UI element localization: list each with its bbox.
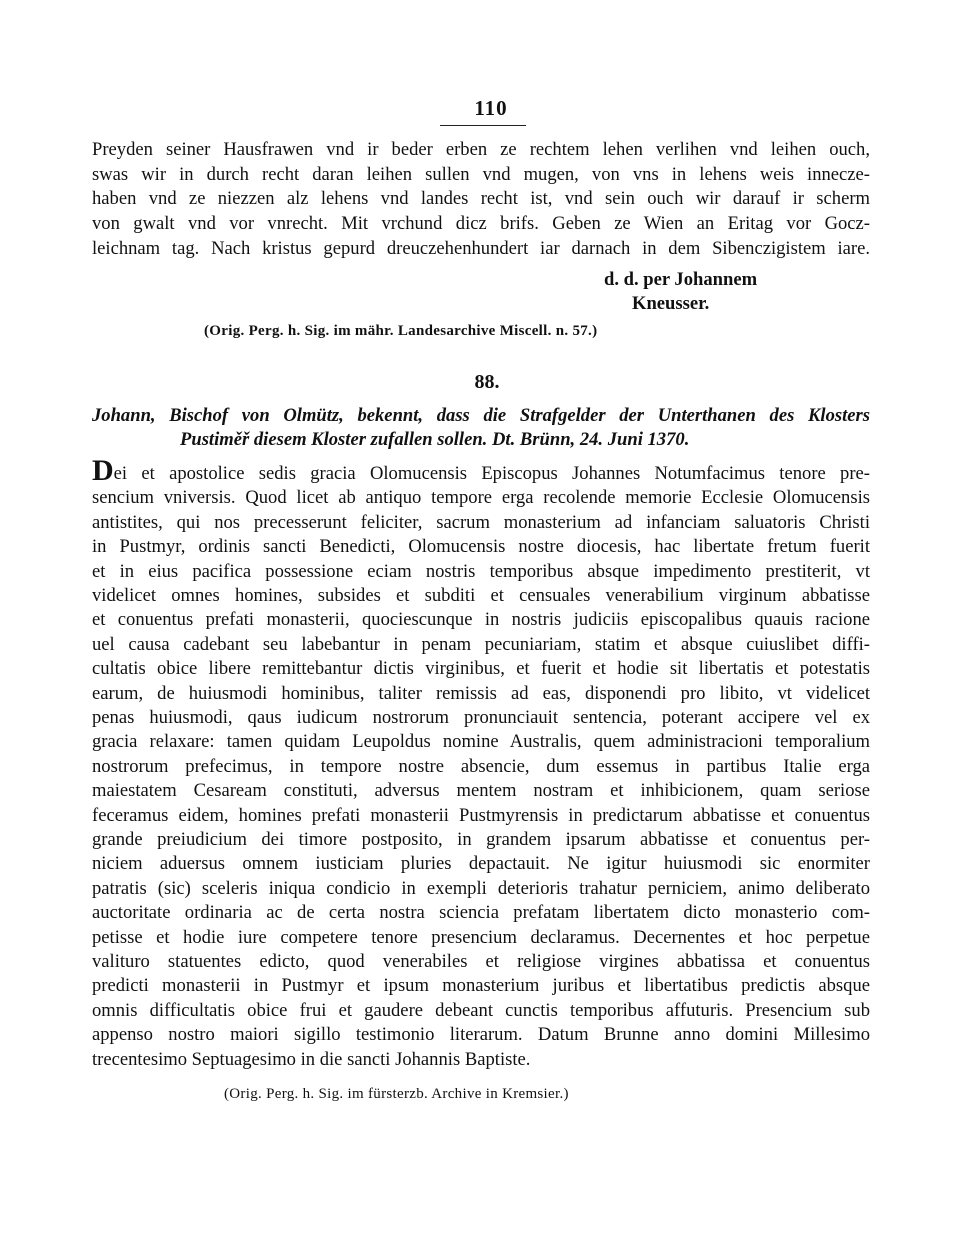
text-line: von gwalt vnd vor vnrecht. Mit vrchund dicz brifs. Geben ze Wien an Eritag vor Gocz-: [92, 213, 870, 235]
text-line: haben vnd ze niezzen alz lehens vnd landes recht ist, vnd sein ouch wir darauf ir scherm: [92, 188, 870, 210]
signature-name: Kneusser.: [632, 293, 710, 315]
text-line: [92, 453, 870, 487]
page-number-rule: [440, 125, 526, 126]
source-note: (Orig. Perg. h. Sig. im fürsterzb. Archive in Kremsier.): [224, 1086, 569, 1103]
text-line: petisse et hodie iure competere tenore presencium declaramus. Decernentes et hoc perpetue: [92, 926, 870, 948]
text-line: Preyden seiner Hausfrawen vnd ir beder erben ze rechtem lehen verlihen vnd leihen ouch,: [92, 139, 870, 160]
text-line: auctoritate ordinaria ac de certa nostra sciencia prefatam libertatem dicto monasterio com-: [92, 902, 870, 924]
document-page: [92, 96, 870, 1104]
text-line: maiestatem Cesaream constituti, adversus mentem nostram et inhibicionem, quam seriose: [92, 780, 870, 802]
text-line: trecentesimo Septuagesimo in die sancti Johannis Baptiste.: [92, 1048, 531, 1070]
text-line: leichnam tag. Nach kristus gepurd dreuczehenhundert iar darnach in dem Sibenczigistem iare.: [92, 237, 870, 259]
text-line: cultatis obice libere remittebantur dictis virginibus, et fuerit et hodie sit libertatis et potestatis: [92, 658, 870, 680]
text-line: antistites, qui nos precesserunt feliciter, sacrum monasterium ad infanciam saluatoris Christi: [92, 511, 870, 533]
text-line: patratis (sic) sceleris iniqua condicio in exempli deterioris trahatur perniciem, animo deliberato: [92, 877, 870, 899]
text-line: penas huiusmodi, qaus iudicum nostrorum pronunciauit sentencia, poterant accipere vel ex: [92, 706, 870, 728]
signature-line: d. d. per Johannem: [604, 268, 758, 290]
regest-line: Johann, Bischof von Olmütz, bekennt, dass die Strafgelder der Unterthanen des Klosters: [92, 404, 870, 426]
text-line: niciem aduersus omnem iusticiam pluries depactauit. Ne igitur huiusmodi sic enormiter: [92, 853, 870, 875]
signature-block: [92, 268, 870, 317]
text-line: appenso nostro maiori sigillo testimonio literarum. Datum Brunne anno domini Millesimo: [92, 1024, 870, 1046]
text-line: feceramus eidem, homines prefati monasterii Pustmyrensis in predictarum abbatisse et conuentus: [92, 804, 870, 826]
document-number: 88.: [474, 370, 500, 393]
text-line: et in eius pacifica possessione eciam nostris temporibus absque impedimento prestiterit, vt: [92, 560, 870, 582]
text-line: omnis difficultatis obice frui et gaudere debeant cunctis temporibus affuturis. Presencium sub: [92, 999, 870, 1021]
page-number: 110: [474, 96, 508, 120]
text-fragment: ei et apostolice sedis gracia Olomucensis Episcopus Johannes Notumfacimus tenore pre-: [113, 462, 870, 484]
text-line: in Pustmyr, ordinis sancti Benedicti, Olomucensis nostre diocesis, hac libertate fretum fuerit: [92, 536, 870, 558]
source-note: (Orig. Perg. h. Sig. im mähr. Landesarchive Miscell. n. 57.): [204, 322, 598, 339]
text-line: uel causa cadebant seu labebantur in penam pecuniariam, statim et absque cuiuslibet diffi-: [92, 633, 870, 655]
text-line: gracia relaxare: tamen quidam Leupoldus nomine Australis, quem administracioni temporalium: [92, 731, 870, 753]
text-line: predicti monasterii in Pustmyr et ipsum monasterium juribus et libertatibus predictis absque: [92, 975, 870, 997]
text-line: nostrorum prefecimus, in tempore nostre absencie, dum essemus in partibus Italie erga: [92, 755, 870, 777]
text-line: earum, de huiusmodi hominibus, taliter remissis ad eas, disponendi pro libito, vt videlicet: [92, 682, 870, 704]
text-line: grande preiudicium dei timore postposito, in grandem ipsarum abbatisse et conuentus per-: [92, 829, 870, 851]
text-line: valituro statuentes edicto, quod venerabiles et religiose virgines abbatissa et conuentus: [92, 951, 870, 973]
initial-letter: D: [92, 453, 114, 487]
regest-line: Pustiměř diesem Kloster zufallen sollen. Dt. Brünn, 24. Juni 1370.: [180, 429, 690, 451]
charter-text: [92, 453, 870, 1072]
text-line: sencium vniversis. Quod licet ab antiquo tempore erga recolende memorie Ecclesie Olomucensis: [92, 487, 870, 509]
continuation-text: [92, 138, 870, 262]
text-line: et conuentus prefati monasterii, quociescunque in nostris judiciis episcopalibus quauis racione: [92, 609, 870, 631]
regest-heading: [92, 404, 870, 453]
text-line: swas wir in durch recht daran leihen sullen vnd mugen, von vns in lehens weis innecze-: [92, 163, 870, 185]
text-line: videlicet omnes homines, subsides et subditi et censuales venerabilium virginum abbatisse: [92, 584, 870, 606]
